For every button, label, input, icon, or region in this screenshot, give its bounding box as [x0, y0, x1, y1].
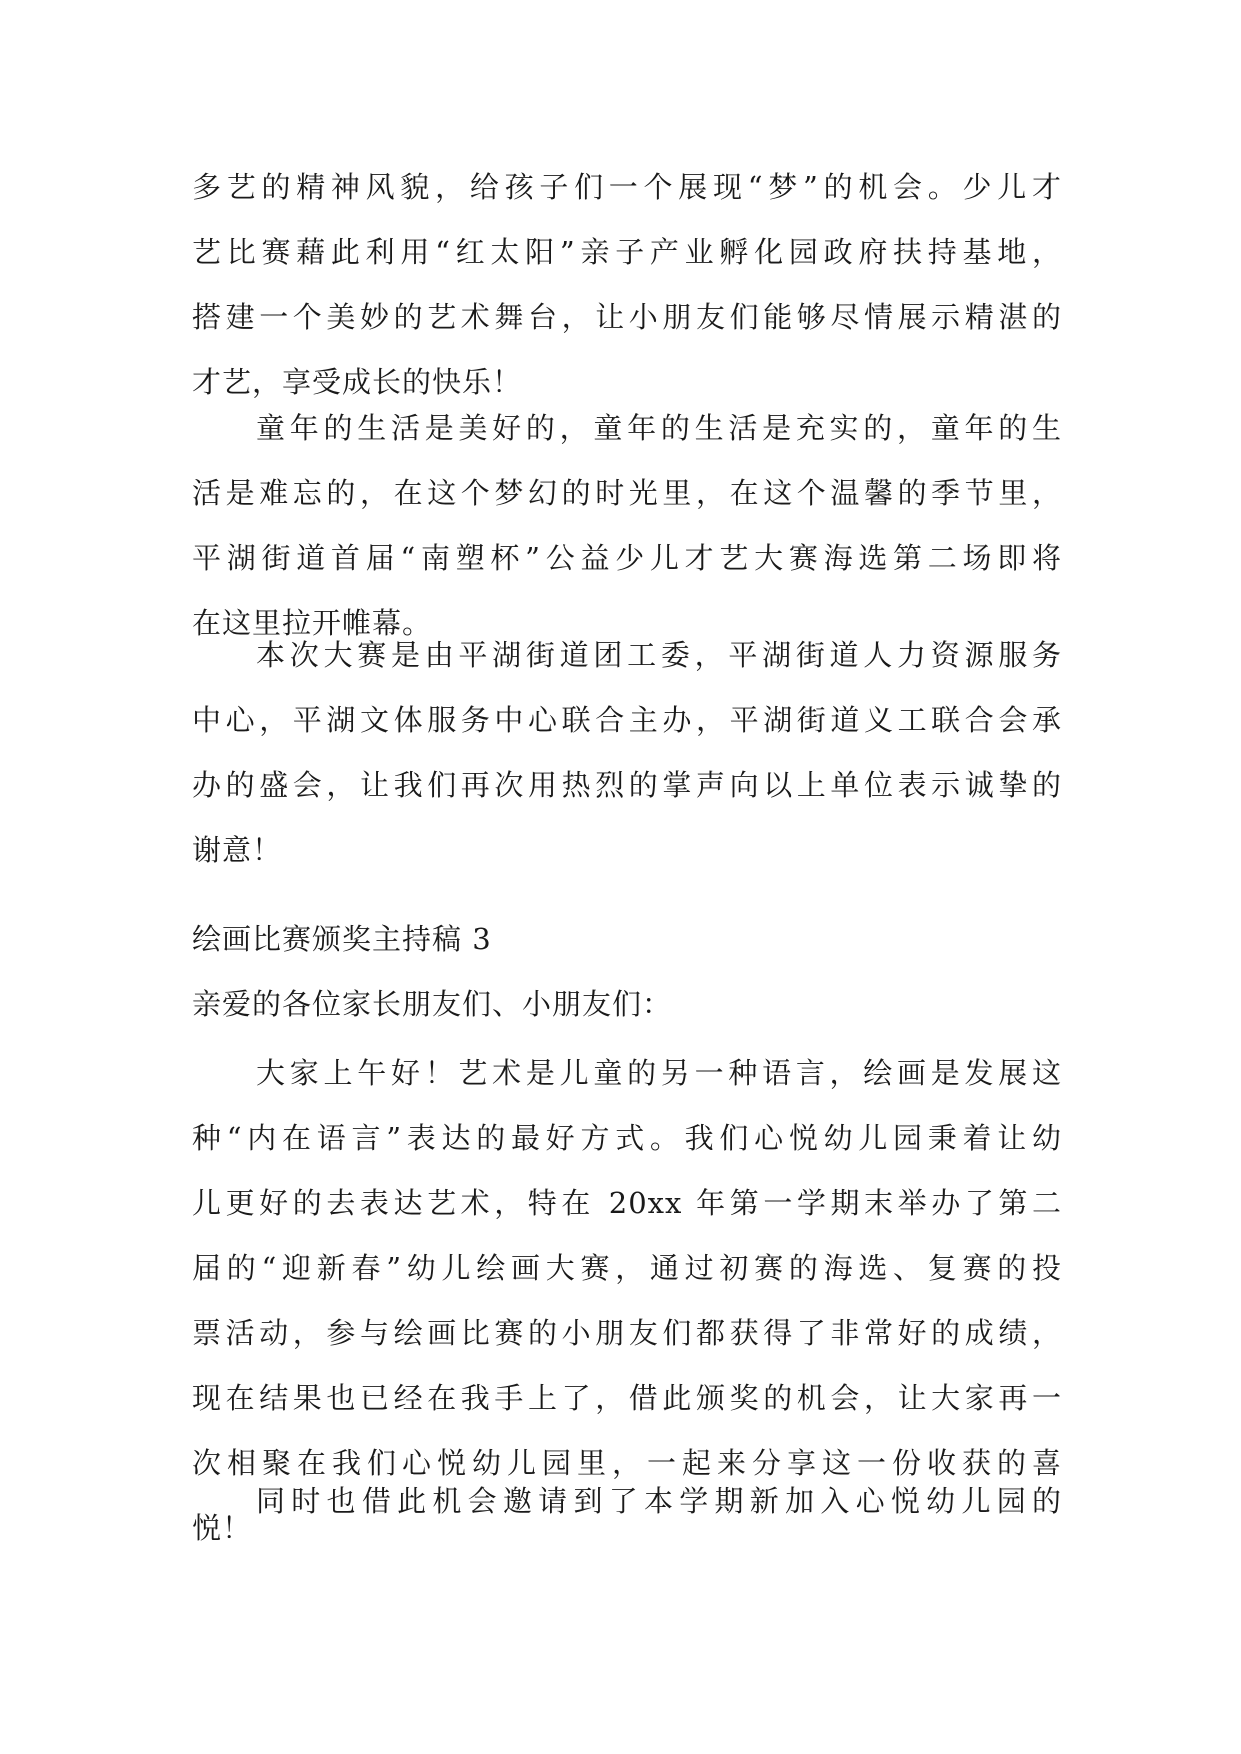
text-line: 本次大赛是由平湖街道团工委，平湖街道人力资源服务: [256, 638, 1062, 672]
text-line: 票活动，参与绘画比赛的小朋友们都获得了非常好的成绩，: [192, 1316, 1062, 1350]
text-line: 童年的生活是美好的，童年的生活是充实的，童年的生: [256, 411, 1062, 445]
section-heading: 绘画比赛颁奖主持稿 3: [192, 922, 492, 956]
text-line: 在这里拉开帷幕。: [192, 606, 433, 640]
text-line: 活是难忘的，在这个梦幻的时光里，在这个温馨的季节里，: [192, 476, 1062, 510]
text-line: 才艺，享受成长的快乐！: [192, 365, 523, 399]
text-line: 种“内在语言”表达的最好方式。我们心悦幼儿园秉着让幼: [192, 1121, 1062, 1155]
text-line: 多艺的精神风貌，给孩子们一个展现“梦”的机会。少儿才: [192, 170, 1062, 204]
paragraph-childhood: [192, 396, 1062, 656]
text-line: 届的“迎新春”幼儿绘画大赛，通过初赛的海选、复赛的投: [192, 1251, 1062, 1285]
paragraph-organizers: [192, 623, 1062, 883]
text-line: 次相聚在我们心悦幼儿园里，一起来分享这一份收获的喜: [192, 1446, 1062, 1480]
text-line: 现在结果也已经在我手上了，借此颁奖的机会，让大家再一: [192, 1381, 1062, 1415]
text-line: 同时也借此机会邀请到了本学期新加入心悦幼儿园的: [256, 1484, 1062, 1518]
section-heading-block: [192, 907, 1062, 1037]
paragraph-invitation: [192, 1469, 1062, 1534]
text-line: 搭建一个美妙的艺术舞台，让小朋友们能够尽情展示精湛的: [192, 300, 1062, 334]
text-line: 艺比赛藉此利用“红太阳”亲子产业孵化园政府扶持基地，: [192, 235, 1062, 269]
text-line: 中心，平湖文体服务中心联合主办，平湖街道义工联合会承: [192, 703, 1062, 737]
text-line: 谢意！: [192, 833, 283, 867]
text-line: 办的盛会，让我们再次用热烈的掌声向以上单位表示诚挚的: [192, 768, 1062, 802]
salutation: 亲爱的各位家长朋友们、小朋友们：: [192, 987, 673, 1021]
text-line: 大家上午好！艺术是儿童的另一种语言，绘画是发展这: [256, 1056, 1062, 1090]
text-line: 儿更好的去表达艺术，特在 20xx 年第一学期末举办了第二: [192, 1186, 1062, 1220]
text-line: 悦！: [192, 1511, 253, 1545]
paragraph-talent-show-intro: [192, 155, 1062, 415]
text-line: 平湖街道首届“南塑杯”公益少儿才艺大赛海选第二场即将: [192, 541, 1062, 575]
